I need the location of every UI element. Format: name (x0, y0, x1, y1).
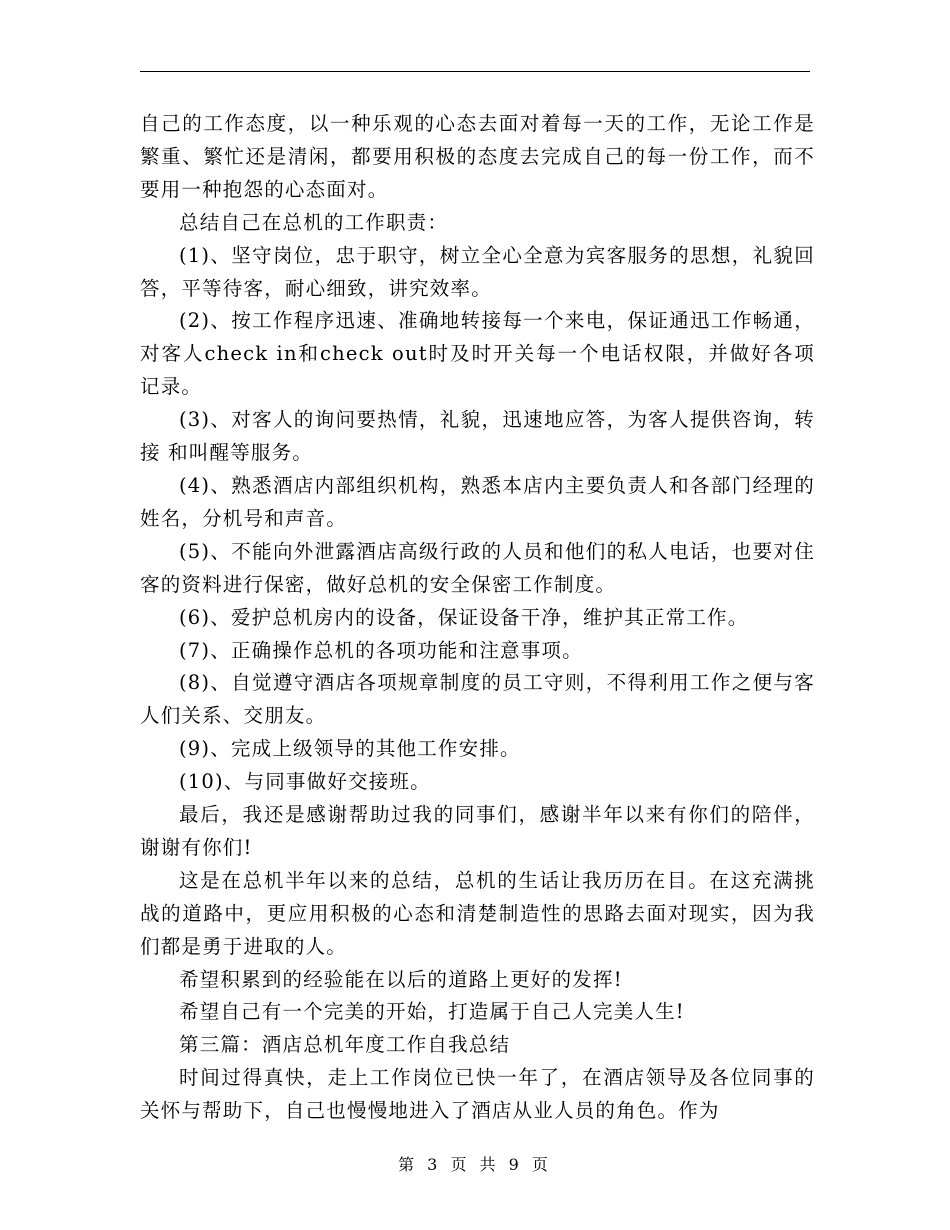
paragraph: 自己的工作态度，以一种乐观的心态去面对着每一天的工作，无论工作是繁重、繁忙还是清闲，都要用积极的态度去完成自己的每一份工作，而不要用一种抱怨的心态面对。 (140, 112, 815, 201)
document-body (140, 108, 815, 1128)
paragraph: 希望积累到的经验能在以后的道路上更好的发挥! (179, 967, 623, 991)
paragraph: (2)、按工作程序迅速、准确地转接每一个来电，保证通迅工作畅通，对客人check in和check out时及时开关每一个电话权限，并做好各项记录。 (140, 309, 815, 399)
paragraph: (7)、正确操作总机的各项功能和注意事项。 (179, 638, 583, 662)
paragraph: (4)、熟悉酒店内部组织机构，熟悉本店内主要负责人和各部门经理的姓名，分机号和声音。 (140, 473, 815, 530)
page-number-footer: 第 3 页 共 9 页 (398, 1155, 552, 1174)
paragraph: 这是在总机半年以来的总结，总机的生话让我历历在目。在这充满挑战的道路中，更应用积极的心态和清楚制造性的思路去面对现实，因为我们都是勇于进取的人。 (140, 868, 815, 958)
paragraph: 总结自己在总机的工作职责： (179, 210, 449, 234)
paragraph: (1)、坚守岗位，忠于职守，树立全心全意为宾客服务的思想，礼貌回答，平等待客，耐心细致，讲究效率。 (140, 243, 815, 300)
paragraph: (6)、爱护总机房内的设备，保证设备干净，维护其正常工作。 (179, 605, 749, 629)
paragraph: (3)、对客人的询问要热情，礼貌，迅速地应答，为客人提供咨询，转接 和叫醒等服务。 (140, 408, 815, 465)
paragraph: (10)、与同事做好交接班。 (179, 770, 431, 794)
paragraph: (5)、不能向外泄露酒店高级行政的人员和他们的私人电话，也要对住客的资料进行保密，做好总机的安全保密工作制度。 (140, 539, 815, 596)
paragraph: 希望自己有一个完美的开始，打造属于自己人完美人生! (179, 1000, 685, 1024)
paragraph: 最后，我还是感谢帮助过我的同事们，感谢半年以来有你们的陪伴，谢谢有你们! (140, 803, 815, 859)
paragraph: 时间过得真快，走上工作岗位已快一年了，在酒店领导及各位同事的关怀与帮助下，自己也慢慢地进入了酒店从业人员的角色。作为 (140, 1066, 815, 1123)
header-rule (140, 71, 810, 72)
section-heading: 第三篇：酒店总机年度工作自我总结 (179, 1033, 511, 1057)
paragraph: (9)、完成上级领导的其他工作安排。 (179, 737, 521, 761)
paragraph: (8)、自觉遵守酒店各项规章制度的员工守则，不得利用工作之便与客人们关系、交朋友。 (140, 671, 815, 728)
